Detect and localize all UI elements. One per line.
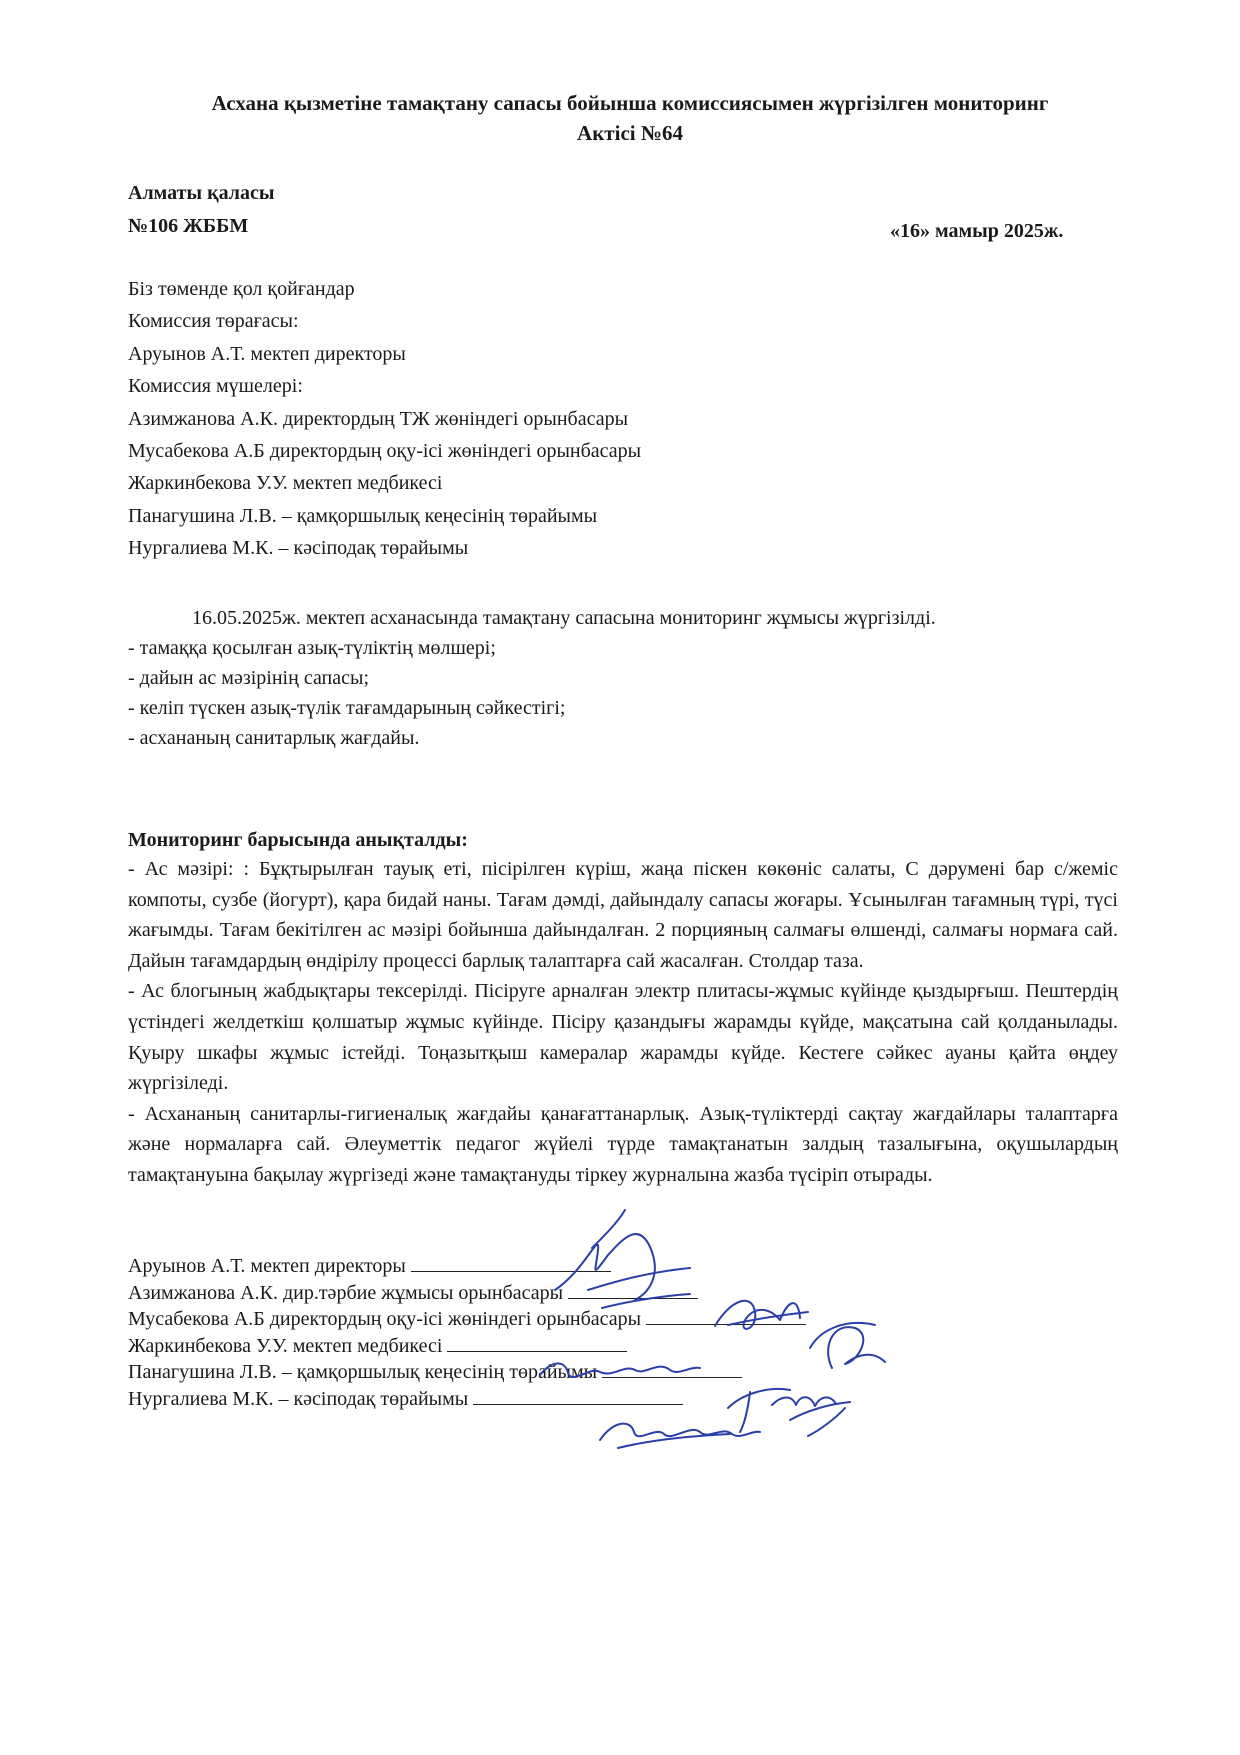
signature-row	[128, 1280, 1128, 1307]
city-label: Алматы қаласы	[128, 182, 275, 204]
school-label: №106 ЖББМ	[128, 215, 249, 237]
findings-body	[128, 854, 1118, 1191]
signature-block	[128, 1253, 1128, 1412]
signature-line	[568, 1280, 698, 1299]
signature-line	[447, 1333, 627, 1352]
signature-line	[473, 1386, 683, 1405]
signature-row	[128, 1306, 1128, 1333]
members-line: Комиссия мүшелері:	[128, 375, 303, 398]
members-line: Мусабекова А.Б директордың оқу-ісі жөніндегі орынбасары	[128, 440, 642, 463]
signature-line	[646, 1306, 806, 1325]
members-line: Аруынов А.Т. мектеп директоры	[128, 342, 406, 365]
intro-item: - асхананың санитарлық жағдайы.	[128, 727, 420, 749]
members-line: Азимжанова А.К. директордың ТЖ жөніндегі орынбасары	[128, 407, 629, 430]
document-title	[110, 88, 1150, 148]
signature-line	[411, 1253, 611, 1272]
members-line: Жаркинбекова У.У. мектеп медбикесі	[128, 472, 443, 495]
intro-lead: 16.05.2025ж. мектеп асханасында тамақтану сапасына мониторинг жұмысы жүргізілді.	[192, 607, 936, 629]
members-line: Біз төменде қол қойғандар	[128, 278, 355, 300]
findings-heading: Мониторинг барысында анықталды:	[128, 829, 468, 851]
document-date: «16» мамыр 2025ж.	[890, 220, 1064, 242]
members-line: Комиссия төрағасы:	[128, 310, 299, 333]
members-line: Нургалиева М.К. – кәсіподақ төрайымы	[128, 537, 469, 560]
signer-name: Азимжанова А.К. дир.тәрбие жұмысы орынбасары	[128, 1281, 564, 1304]
commission-members	[128, 273, 641, 565]
signer-name: Аруынов А.Т. мектеп директоры	[128, 1255, 406, 1277]
members-line: Панагушина Л.В. – қамқоршылық кеңесінің төрайымы	[128, 504, 598, 527]
signature-line	[602, 1359, 742, 1378]
signature-row	[128, 1359, 1128, 1386]
signature-row	[128, 1253, 1128, 1280]
findings-paragraph-equipment: - Ас блогының жабдықтары тексерілді. Пісіруге арналған электр плитасы-жұмыс күйінде қыздырғыш. Пештердің үстіндегі желдеткіш қолшатыр жұмыс күйінде. Пісіру қазандығы жарамды күйде, мақсатына сай қолданылады. Қуыру шкафы жұмыс істейді. Тоңазытқыш камералар жарамды күйде. Кестеге сәйкес ауаны қайта өңдеу жүргізіледі.	[128, 980, 1118, 1095]
signer-name: Мусабекова А.Б директордың оқу-ісі жөніндегі орынбасары	[128, 1308, 642, 1330]
findings-paragraph-menu: - Ас мәзірі: : Бұқтырылған тауық еті, пісірілген күріш, жаңа піскен көкөніс салаты, С дәрумені бар с/жеміс компоты, сузбе (йогурт), қара бидай наны. Тағам дәмді, дайындалу сапасы жоғары. Ұсынылған тағамның түрі, түсі жағымды. Тағам бекітілген ас мәзірі бойынша дайындалған. 2 порцияның салмағы өлшенді, салмағы нормаға сай. Дайын тағамдардың өндірілу процессі барлық талаптарға сай жасалған. Столдар таза.	[128, 858, 1118, 972]
signature-mark-6	[600, 1424, 760, 1448]
title-line-1: Асхана қызметіне тамақтану сапасы бойынша комиссиясымен жүргізілген мониторинг	[211, 91, 1049, 115]
findings-paragraph-sanitary: - Асхананың санитарлы-гигиеналық жағдайы қанағаттанарлық. Азық-түліктерді сақтау жағдайлары талаптарға және нормаларға сай. Әлеуметтік педагог жүйелі түрде тамақтанатын залдың тазалығына, оқушылардың тамақтануына бақылау жүргізеді және тамақтануды тіркеу журналына жазба түсіріп отырады.	[128, 1102, 1118, 1186]
intro-item: - дайын ас мәзірінің сапасы;	[128, 667, 370, 689]
title-line-2: Актісі №64	[577, 121, 683, 145]
signer-name: Панагушина Л.В. – қамқоршылық кеңесінің төрайымы	[128, 1361, 598, 1383]
signer-name: Жаркинбекова У.У. мектеп медбикесі	[128, 1334, 443, 1357]
signature-row	[128, 1386, 1128, 1413]
intro-item: - тамаққа қосылған азық-түліктің мөлшері;	[128, 637, 496, 659]
signer-name: Нургалиева М.К. – кәсіподақ төрайымы	[128, 1387, 469, 1410]
monitoring-intro	[128, 603, 1118, 753]
intro-item: - келіп түскен азық-түлік тағамдарының сәйкестігі;	[128, 697, 566, 719]
signature-row	[128, 1333, 1128, 1360]
